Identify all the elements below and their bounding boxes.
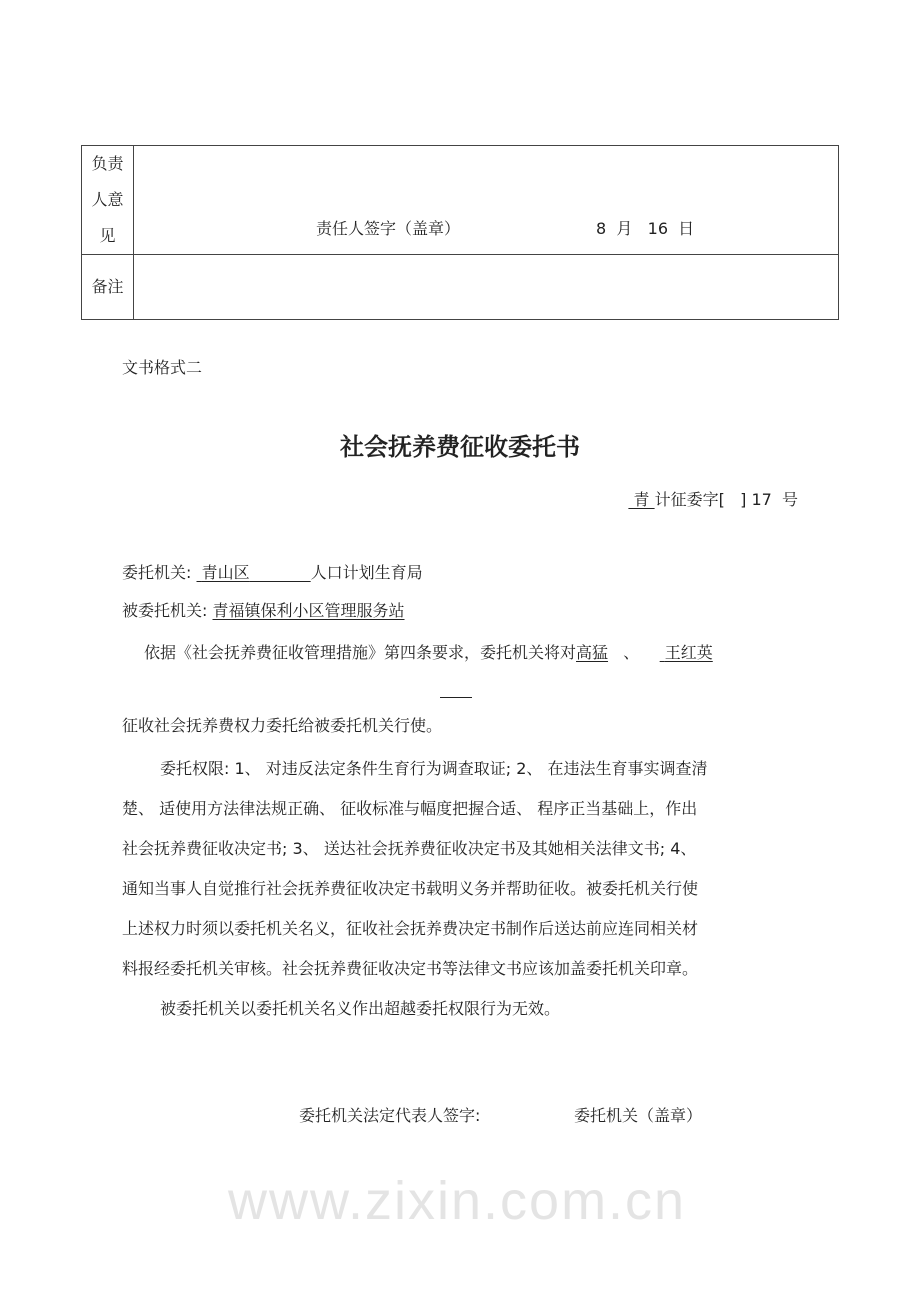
document-title: 社会抚养费征收委托书: [340, 433, 580, 461]
responsible-opinion-label: [82, 146, 134, 255]
day: 16: [647, 219, 668, 238]
bracket: ]: [740, 490, 747, 509]
scope-line: 料报经委托机关审核。社会抚养费征收决定书等法律文书应该加盖委托机关印章。: [122, 959, 699, 978]
person-1: 高猛: [576, 643, 609, 662]
entrusted-agency: [122, 598, 405, 621]
format-label: 文书格式二: [122, 358, 203, 377]
basis-paragraph: [144, 640, 713, 663]
separator: 、: [623, 643, 640, 662]
day-unit: 日: [678, 219, 695, 238]
doc-suffix: 号: [781, 490, 798, 509]
doc-type: 计征委字[: [654, 490, 725, 509]
entrusted-label: 被委托机关:: [122, 601, 208, 620]
blank-line: [440, 697, 472, 698]
scope-line: 委托权限: 1、 对违反法定条件生育行为调查取证; 2、 在违法生育事实调查清: [160, 759, 708, 778]
doc-number: 17: [751, 490, 772, 509]
document-number: [628, 487, 798, 510]
entrusting-agency: [122, 560, 423, 583]
month-unit: 月: [616, 219, 633, 238]
scope-line: 通知当事人自觉推行社会抚养费征收决定书载明义务并帮助征收。被委托机关行使: [122, 879, 699, 898]
scope-line: 社会抚养费征收决定书; 3、 送达社会抚养费征收决定书及其她相关法律文书; 4、: [122, 839, 697, 858]
doc-prefix: 青: [633, 490, 650, 509]
responsible-opinion-cell: [134, 146, 839, 255]
signature-label: 责任人签字（盖章）: [316, 219, 461, 238]
remarks-cell: [134, 255, 839, 320]
label-line: 负责: [91, 154, 124, 173]
date: [596, 216, 694, 239]
label-line: 人意: [91, 190, 124, 209]
label-line: 见: [99, 226, 116, 245]
representative-signature: 委托机关法定代表人签字:: [299, 1106, 481, 1125]
remarks-label: 备注: [82, 255, 134, 320]
agency-seal: 委托机关（盖章）: [574, 1106, 703, 1125]
scope-line: 楚、 适使用方法律法规正确、 征收标准与幅度把握合适、 程序正当基础上，作出: [122, 799, 698, 818]
entrusted-org: 青福镇保利小区管理服务站: [212, 601, 405, 620]
basis-end: 征收社会抚养费权力委托给被委托机关行使。: [122, 716, 443, 735]
person-2: 王红英: [664, 643, 713, 662]
entrusting-label: 委托机关:: [122, 563, 192, 582]
invalid-clause: 被委托机关以委托机关名义作出超越委托权限行为无效。: [160, 999, 561, 1018]
entrusting-org: 人口计划生育局: [310, 563, 423, 582]
opinion-table: [81, 145, 839, 320]
scope-line: 上述权力时须以委托机关名义，征收社会抚养费决定书制作后送达前应连同相关材: [122, 919, 699, 938]
watermark: www.zixin.com.cn: [228, 1171, 687, 1231]
month: 8: [596, 219, 607, 238]
basis-text: 依据《社会抚养费征收管理措施》第四条要求，委托机关将对: [144, 643, 577, 662]
entrusting-district: 青山区: [201, 563, 250, 582]
